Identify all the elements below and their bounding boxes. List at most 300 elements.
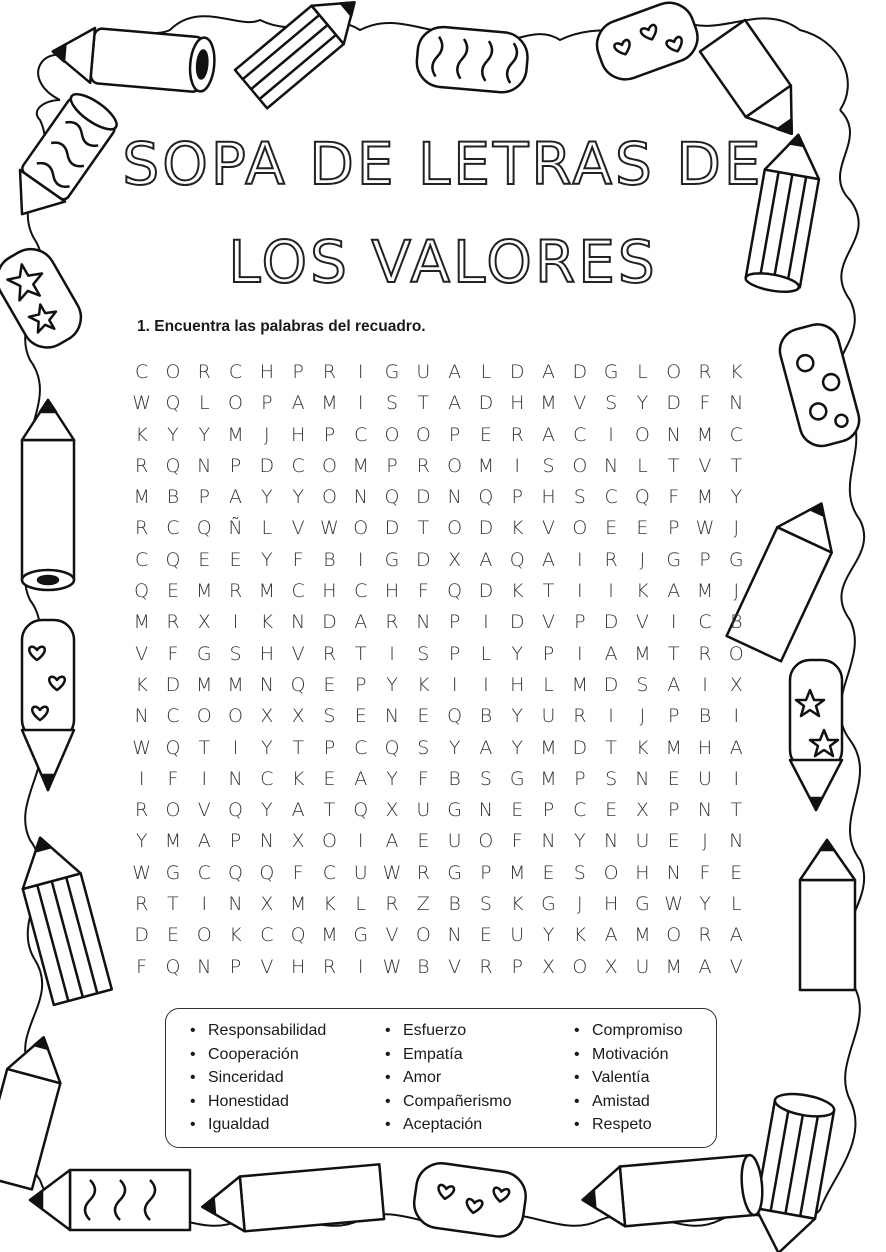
grid-letter[interactable]: Y <box>261 548 273 571</box>
grid-letter[interactable]: I <box>201 893 208 916</box>
grid-letter[interactable]: Y <box>135 830 148 853</box>
grid-letter[interactable]: M <box>696 486 714 509</box>
grid-letter[interactable]: H <box>322 580 337 603</box>
grid-letter[interactable]: Y <box>699 893 711 916</box>
grid-letter[interactable]: R <box>510 423 524 446</box>
grid-letter[interactable]: Q <box>165 548 181 571</box>
grid-letter[interactable]: C <box>166 705 180 728</box>
grid-letter[interactable]: K <box>636 580 649 603</box>
grid-letter[interactable]: D <box>322 611 337 634</box>
grid-letter[interactable]: N <box>259 673 274 696</box>
grid-letter[interactable]: P <box>542 642 555 665</box>
grid-letter[interactable]: U <box>698 767 712 790</box>
grid-letter[interactable]: I <box>702 673 708 696</box>
grid-letter[interactable]: M <box>321 924 338 947</box>
grid-letter[interactable]: G <box>509 767 525 790</box>
grid-letter[interactable]: V <box>698 454 712 477</box>
grid-letter[interactable]: C <box>354 736 368 759</box>
grid-letter[interactable]: Y <box>386 673 398 696</box>
grid-letter[interactable]: E <box>354 705 367 728</box>
grid-letter[interactable]: L <box>730 893 742 916</box>
grid-letter[interactable]: M <box>696 580 714 603</box>
grid-letter[interactable]: O <box>415 924 431 947</box>
grid-letter[interactable]: R <box>166 611 180 634</box>
grid-letter[interactable]: O <box>572 517 588 540</box>
grid-letter[interactable]: P <box>448 642 461 665</box>
grid-letter[interactable]: G <box>541 893 556 916</box>
grid-letter[interactable]: D <box>165 673 181 696</box>
grid-letter[interactable]: P <box>354 673 367 696</box>
grid-letter[interactable]: E <box>730 861 743 884</box>
grid-letter[interactable]: R <box>322 955 337 978</box>
grid-letter[interactable]: P <box>229 955 242 978</box>
grid-letter[interactable]: Q <box>165 392 181 415</box>
grid-letter[interactable]: I <box>670 611 677 634</box>
grid-letter[interactable]: O <box>228 705 244 728</box>
grid-letter[interactable]: N <box>666 423 681 446</box>
grid-letter[interactable]: P <box>511 955 523 978</box>
grid-letter[interactable]: X <box>385 799 399 822</box>
grid-letter[interactable]: S <box>385 392 399 415</box>
grid-letter[interactable]: N <box>478 799 494 822</box>
grid-letter[interactable]: P <box>261 392 273 415</box>
grid-letter[interactable]: H <box>384 580 400 603</box>
grid-letter[interactable]: D <box>478 580 494 603</box>
grid-letter[interactable]: T <box>292 736 304 759</box>
grid-letter[interactable]: J <box>702 830 708 853</box>
grid-letter[interactable]: Q <box>509 548 525 571</box>
grid-letter[interactable]: Y <box>386 767 398 790</box>
grid-letter[interactable]: Y <box>167 423 179 446</box>
grid-letter[interactable]: J <box>733 517 740 540</box>
grid-letter[interactable]: J <box>264 423 270 446</box>
grid-letter[interactable]: S <box>605 392 618 415</box>
grid-letter[interactable]: O <box>353 517 369 540</box>
grid-letter[interactable]: P <box>667 705 680 728</box>
grid-letter[interactable]: A <box>291 392 305 415</box>
grid-letter[interactable]: Y <box>261 736 273 759</box>
grid-letter[interactable]: O <box>321 830 337 853</box>
grid-letter[interactable]: I <box>357 361 364 383</box>
grid-letter[interactable]: E <box>417 705 430 728</box>
grid-letter[interactable]: T <box>667 642 680 665</box>
grid-letter[interactable]: H <box>510 673 525 696</box>
grid-letter[interactable]: E <box>323 767 336 790</box>
grid-letter[interactable]: A <box>229 486 243 509</box>
grid-letter[interactable]: X <box>260 893 274 916</box>
grid-letter[interactable]: A <box>479 548 493 571</box>
grid-letter[interactable]: M <box>133 486 150 509</box>
grid-letter[interactable]: N <box>353 486 368 509</box>
grid-letter[interactable]: P <box>386 454 398 477</box>
grid-letter[interactable]: Q <box>290 924 306 947</box>
grid-letter[interactable]: M <box>665 736 682 759</box>
grid-letter[interactable]: M <box>509 861 526 884</box>
grid-letter[interactable]: H <box>603 893 619 916</box>
grid-letter[interactable]: P <box>667 517 680 540</box>
grid-letter[interactable]: T <box>198 736 211 759</box>
grid-letter[interactable]: N <box>635 767 650 790</box>
grid-letter[interactable]: F <box>699 861 711 884</box>
grid-letter[interactable]: N <box>697 799 713 822</box>
grid-letter[interactable]: Y <box>261 799 273 822</box>
grid-letter[interactable]: I <box>577 580 583 603</box>
grid-letter[interactable]: R <box>228 580 243 603</box>
grid-letter[interactable]: M <box>227 673 244 696</box>
grid-letter[interactable]: I <box>483 611 489 634</box>
grid-letter[interactable]: G <box>353 924 369 947</box>
grid-letter[interactable]: V <box>385 924 399 947</box>
grid-letter[interactable]: G <box>196 642 212 665</box>
grid-letter[interactable]: A <box>385 830 399 853</box>
grid-letter[interactable]: A <box>448 361 462 383</box>
grid-letter[interactable]: Q <box>478 486 494 509</box>
grid-letter[interactable]: B <box>448 893 461 916</box>
grid-letter[interactable]: U <box>510 924 525 947</box>
grid-letter[interactable]: S <box>636 673 649 696</box>
grid-letter[interactable]: D <box>416 548 431 571</box>
grid-letter[interactable]: W <box>132 392 152 415</box>
grid-letter[interactable]: Q <box>165 736 181 759</box>
grid-letter[interactable]: U <box>416 361 431 383</box>
grid-letter[interactable]: N <box>447 486 462 509</box>
grid-letter[interactable]: O <box>603 861 619 884</box>
grid-letter[interactable]: I <box>389 642 395 665</box>
grid-letter[interactable]: R <box>135 799 149 822</box>
grid-letter[interactable]: H <box>290 955 306 978</box>
grid-letter[interactable]: Q <box>259 861 275 884</box>
grid-letter[interactable]: V <box>135 642 149 665</box>
grid-letter[interactable]: G <box>635 893 650 916</box>
grid-letter[interactable]: Y <box>292 486 304 509</box>
grid-letter[interactable]: B <box>479 705 493 728</box>
grid-letter[interactable]: Ñ <box>228 517 243 540</box>
grid-letter[interactable]: A <box>667 673 681 696</box>
grid-letter[interactable]: X <box>291 830 305 853</box>
grid-letter[interactable]: I <box>357 955 364 978</box>
grid-letter[interactable]: Y <box>542 924 555 947</box>
grid-letter[interactable]: N <box>447 924 462 947</box>
grid-letter[interactable]: Y <box>511 736 524 759</box>
grid-letter[interactable]: W <box>132 861 152 884</box>
grid-letter[interactable]: E <box>636 517 649 540</box>
grid-letter[interactable]: E <box>479 924 492 947</box>
grid-letter[interactable]: V <box>635 611 649 634</box>
grid-letter[interactable]: H <box>697 736 713 759</box>
grid-letter[interactable]: C <box>604 486 618 509</box>
grid-letter[interactable]: V <box>542 517 555 540</box>
grid-letter[interactable]: X <box>635 799 649 822</box>
grid-letter[interactable]: X <box>260 705 274 728</box>
grid-letter[interactable]: N <box>134 705 149 728</box>
grid-letter[interactable]: U <box>353 861 368 884</box>
grid-letter[interactable]: K <box>260 611 274 634</box>
grid-letter[interactable]: H <box>635 861 650 884</box>
grid-letter[interactable]: P <box>574 767 586 790</box>
grid-letter[interactable]: P <box>699 548 711 571</box>
grid-letter[interactable]: P <box>511 486 523 509</box>
grid-letter[interactable]: I <box>483 673 489 696</box>
grid-letter[interactable]: X <box>291 705 305 728</box>
grid-letter[interactable]: Q <box>196 517 212 540</box>
grid-letter[interactable]: A <box>729 924 743 947</box>
grid-letter[interactable]: L <box>355 893 367 916</box>
grid-letter[interactable]: O <box>572 955 588 978</box>
grid-letter[interactable]: A <box>479 736 493 759</box>
grid-letter[interactable]: T <box>167 893 179 916</box>
grid-letter[interactable]: F <box>167 767 179 790</box>
grid-letter[interactable]: M <box>540 392 557 415</box>
grid-letter[interactable]: P <box>229 454 242 477</box>
grid-letter[interactable]: E <box>511 799 524 822</box>
grid-letter[interactable]: F <box>292 548 304 571</box>
grid-letter[interactable]: U <box>541 705 556 728</box>
grid-letter[interactable]: I <box>577 548 583 571</box>
grid-letter[interactable]: Q <box>290 673 306 696</box>
grid-letter[interactable]: S <box>479 767 492 790</box>
grid-letter[interactable]: N <box>384 705 400 728</box>
grid-letter[interactable]: F <box>668 486 680 509</box>
grid-letter[interactable]: V <box>729 955 743 978</box>
grid-letter[interactable]: L <box>637 454 648 477</box>
grid-letter[interactable]: K <box>135 673 148 696</box>
grid-letter[interactable]: A <box>354 611 368 634</box>
grid-letter[interactable]: D <box>509 611 525 634</box>
grid-letter[interactable]: O <box>321 486 337 509</box>
grid-letter[interactable]: G <box>447 799 462 822</box>
grid-letter[interactable]: X <box>541 955 556 978</box>
grid-letter[interactable]: H <box>510 392 525 415</box>
grid-letter[interactable]: Y <box>511 705 524 728</box>
grid-letter[interactable]: I <box>733 705 740 728</box>
grid-letter[interactable]: F <box>511 830 523 853</box>
grid-letter[interactable]: B <box>417 955 430 978</box>
grid-letter[interactable]: D <box>416 486 431 509</box>
grid-letter[interactable]: U <box>447 830 462 853</box>
grid-letter[interactable]: S <box>417 736 430 759</box>
grid-letter[interactable]: T <box>323 799 336 822</box>
grid-letter[interactable]: V <box>291 642 305 665</box>
grid-letter[interactable]: T <box>667 454 680 477</box>
grid-letter[interactable]: M <box>258 580 276 603</box>
grid-letter[interactable]: I <box>608 423 614 446</box>
grid-letter[interactable]: R <box>135 517 149 540</box>
grid-letter[interactable]: V <box>573 392 587 415</box>
grid-letter[interactable]: I <box>138 767 145 790</box>
grid-letter[interactable]: U <box>416 799 431 822</box>
grid-letter[interactable]: J <box>577 893 583 916</box>
grid-letter[interactable]: R <box>135 454 149 477</box>
grid-letter[interactable]: X <box>448 548 462 571</box>
grid-letter[interactable]: D <box>134 924 149 947</box>
grid-letter[interactable]: O <box>634 423 650 446</box>
grid-letter[interactable]: R <box>322 361 337 383</box>
grid-letter[interactable]: T <box>730 799 743 822</box>
grid-letter[interactable]: D <box>384 517 400 540</box>
grid-letter[interactable]: P <box>323 423 336 446</box>
grid-letter[interactable]: S <box>573 486 586 509</box>
grid-letter[interactable]: K <box>291 767 305 790</box>
grid-letter[interactable]: Q <box>228 799 244 822</box>
grid-letter[interactable]: R <box>197 361 211 383</box>
grid-letter[interactable]: H <box>259 361 274 383</box>
grid-letter[interactable]: P <box>667 799 680 822</box>
grid-letter[interactable]: R <box>416 454 430 477</box>
grid-letter[interactable]: Q <box>134 580 150 603</box>
grid-letter[interactable]: O <box>447 517 463 540</box>
grid-letter[interactable]: K <box>135 423 148 446</box>
grid-letter[interactable]: O <box>196 705 212 728</box>
grid-letter[interactable]: W <box>320 517 339 540</box>
grid-letter[interactable]: C <box>573 423 587 446</box>
grid-letter[interactable]: I <box>201 767 208 790</box>
grid-letter[interactable]: Y <box>636 392 649 415</box>
grid-letter[interactable]: Q <box>165 955 181 978</box>
grid-letter[interactable]: O <box>165 361 181 383</box>
grid-letter[interactable]: R <box>385 611 399 634</box>
grid-letter[interactable]: C <box>698 611 712 634</box>
grid-letter[interactable]: A <box>291 799 305 822</box>
grid-letter[interactable]: F <box>417 767 429 790</box>
grid-letter[interactable]: L <box>198 392 210 415</box>
grid-letter[interactable]: G <box>384 361 400 383</box>
grid-letter[interactable]: S <box>229 642 242 665</box>
grid-letter[interactable]: Y <box>574 830 586 853</box>
grid-letter[interactable]: Q <box>447 580 463 603</box>
grid-letter[interactable]: N <box>197 454 212 477</box>
grid-letter[interactable]: I <box>608 580 614 603</box>
grid-letter[interactable]: S <box>573 861 586 884</box>
grid-letter[interactable]: R <box>416 861 430 884</box>
grid-letter[interactable]: L <box>480 642 492 665</box>
grid-letter[interactable]: H <box>290 423 306 446</box>
grid-letter[interactable]: O <box>321 454 337 477</box>
grid-letter[interactable]: X <box>197 611 211 634</box>
grid-letter[interactable]: T <box>605 736 617 759</box>
grid-letter[interactable]: W <box>695 517 715 540</box>
grid-letter[interactable]: H <box>541 486 556 509</box>
grid-letter[interactable]: N <box>603 830 619 853</box>
grid-letter[interactable]: Z <box>416 893 430 916</box>
grid-letter[interactable]: O <box>478 830 494 853</box>
grid-letter[interactable]: F <box>417 580 429 603</box>
grid-letter[interactable]: K <box>510 893 524 916</box>
grid-letter[interactable]: M <box>164 830 182 853</box>
grid-letter[interactable]: A <box>729 736 743 759</box>
grid-letter[interactable]: O <box>228 392 244 415</box>
grid-letter[interactable]: V <box>291 517 305 540</box>
grid-letter[interactable]: P <box>448 423 461 446</box>
grid-letter[interactable]: N <box>197 955 212 978</box>
grid-letter[interactable]: N <box>666 861 681 884</box>
grid-letter[interactable]: C <box>135 361 149 383</box>
grid-letter[interactable]: L <box>637 361 648 383</box>
grid-letter[interactable]: R <box>479 955 493 978</box>
grid-letter[interactable]: F <box>699 392 711 415</box>
grid-letter[interactable]: P <box>448 611 461 634</box>
grid-letter[interactable]: J <box>639 705 646 728</box>
grid-letter[interactable]: M <box>477 454 495 477</box>
grid-letter[interactable]: M <box>665 955 682 978</box>
grid-letter[interactable]: B <box>166 486 180 509</box>
grid-letter[interactable]: Q <box>634 486 650 509</box>
grid-letter[interactable]: J <box>733 580 740 603</box>
grid-letter[interactable]: A <box>542 423 555 446</box>
grid-letter[interactable]: V <box>197 799 211 822</box>
grid-letter[interactable]: G <box>384 548 400 571</box>
grid-letter[interactable]: M <box>571 673 588 696</box>
grid-letter[interactable]: C <box>197 861 211 884</box>
grid-letter[interactable]: G <box>666 548 682 571</box>
grid-letter[interactable]: E <box>198 548 211 571</box>
grid-letter[interactable]: M <box>133 611 150 634</box>
grid-letter[interactable]: W <box>382 955 402 978</box>
grid-letter[interactable]: E <box>605 517 618 540</box>
grid-letter[interactable]: O <box>384 423 400 446</box>
grid-letter[interactable]: B <box>730 611 743 634</box>
grid-letter[interactable]: C <box>354 423 368 446</box>
grid-letter[interactable]: A <box>448 392 462 415</box>
grid-letter[interactable]: K <box>510 580 524 603</box>
grid-letter[interactable]: T <box>730 454 743 477</box>
grid-letter[interactable]: M <box>540 736 557 759</box>
grid-letter[interactable]: S <box>479 893 492 916</box>
grid-letter[interactable]: A <box>197 830 211 853</box>
grid-letter[interactable]: R <box>698 642 712 665</box>
grid-letter[interactable]: P <box>323 736 336 759</box>
grid-letter[interactable]: O <box>165 799 181 822</box>
grid-letter[interactable]: D <box>572 361 588 383</box>
grid-letter[interactable]: D <box>603 611 619 634</box>
grid-letter[interactable]: M <box>352 454 369 477</box>
grid-letter[interactable]: I <box>733 767 740 790</box>
grid-letter[interactable]: I <box>451 673 458 696</box>
grid-letter[interactable]: L <box>261 517 273 540</box>
grid-letter[interactable]: Y <box>261 486 273 509</box>
grid-letter[interactable]: M <box>540 767 557 790</box>
grid-letter[interactable]: O <box>447 454 463 477</box>
grid-letter[interactable]: Q <box>384 736 400 759</box>
grid-letter[interactable]: I <box>514 454 521 477</box>
grid-letter[interactable]: Q <box>447 705 463 728</box>
grid-letter[interactable]: M <box>196 673 213 696</box>
grid-letter[interactable]: R <box>698 361 712 383</box>
grid-letter[interactable]: Y <box>448 736 461 759</box>
grid-letter[interactable]: B <box>698 705 712 728</box>
grid-letter[interactable]: R <box>604 548 618 571</box>
grid-letter[interactable]: N <box>228 893 243 916</box>
grid-letter[interactable]: T <box>354 642 367 665</box>
grid-letter[interactable]: N <box>416 611 431 634</box>
grid-letter[interactable]: D <box>259 454 275 477</box>
grid-letter[interactable]: R <box>698 924 712 947</box>
grid-letter[interactable]: K <box>730 361 743 383</box>
grid-letter[interactable]: F <box>292 861 304 884</box>
grid-letter[interactable]: S <box>417 642 430 665</box>
grid-letter[interactable]: E <box>479 423 492 446</box>
grid-letter[interactable]: P <box>292 361 304 383</box>
grid-letter[interactable]: Q <box>384 486 400 509</box>
grid-letter[interactable]: A <box>604 924 618 947</box>
grid-letter[interactable]: D <box>666 392 682 415</box>
grid-letter[interactable]: V <box>260 955 274 978</box>
grid-letter[interactable]: D <box>478 392 494 415</box>
grid-letter[interactable]: C <box>228 361 243 383</box>
grid-letter[interactable]: L <box>480 361 492 383</box>
grid-letter[interactable]: K <box>636 736 649 759</box>
grid-letter[interactable]: N <box>228 767 243 790</box>
grid-letter[interactable]: C <box>291 580 305 603</box>
